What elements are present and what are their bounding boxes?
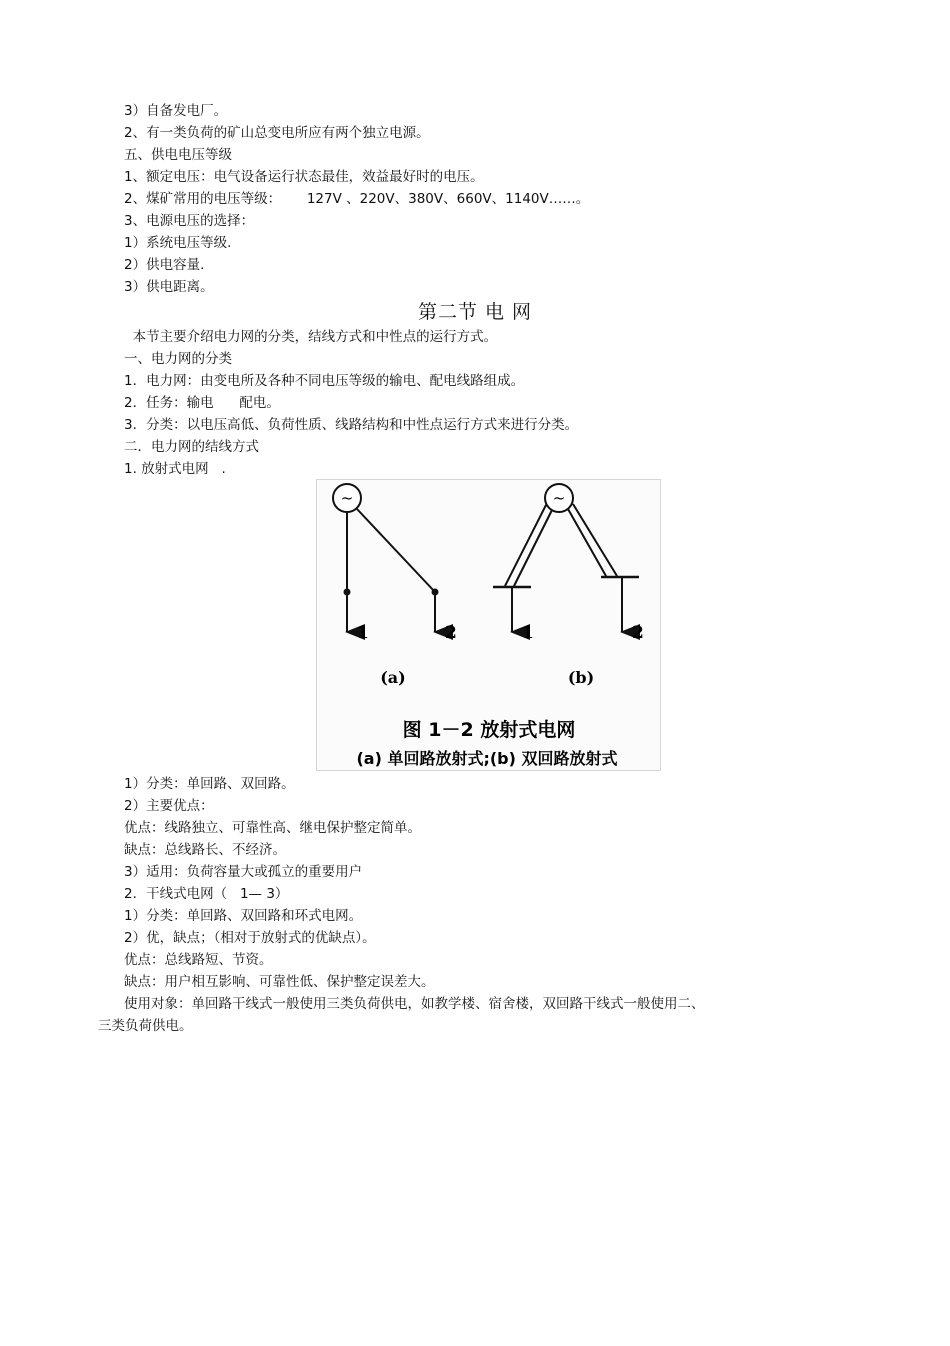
text-line: 使用对象：单回路干线式一般使用三类负荷供电，如教学楼、宿舍楼，双回路干线式一般使用二、 [124,996,705,1012]
text-line: 1. 放射式电网 . [124,461,226,477]
load-2-label: 2 [445,623,457,643]
load-1-label: 1 [357,623,369,643]
source-symbol: ~ [340,489,354,507]
section-heading: 二．电力网的结线方式 [124,439,259,455]
label-a: (a) [380,668,406,687]
text-line: 3．分类：以电压高低、负荷性质、线路结构和中性点运行方式来进行分类。 [124,417,579,433]
text-line: 2）优，缺点；（相对于放射式的优缺点）。 [124,930,376,946]
radial-network-diagram [317,480,660,770]
section-heading: 五、供电电压等级 [124,147,232,163]
source-symbol: ~ [552,489,566,507]
text-line: 1）分类：单回路、双回路。 [124,776,295,792]
text-line: 三类负荷供电。 [98,1018,193,1034]
figure-subcaption: (a) 单回路放射式;(b) 双回路放射式 [356,749,618,768]
load-1-label: 1 [522,623,534,643]
text-line: 缺点：用户相互影响、可靠性低、保护整定误差大。 [124,974,435,990]
text-line: 3）供电距离。 [124,279,214,295]
label-b: (b) [567,668,595,687]
load-2-label: 2 [632,623,644,643]
text-line: 2．任务：输电 配电。 [124,395,280,411]
text-line: 1）系统电压等级. [124,235,232,251]
text-line: 1．电力网：由变电所及各种不同电压等级的输电、配电线路组成。 [124,373,525,389]
section-title: 第二节 电 网 [417,301,533,323]
text-line: 优点：线路独立、可靠性高、继电保护整定简单。 [124,820,421,836]
radial-network-figure [316,479,661,771]
diagram-a [333,484,457,687]
text-line: 2．干线式电网（ 1— 3） [124,886,289,902]
text-line: 缺点：总线路长、不经济。 [124,842,286,858]
section-heading: 一、电力网的分类 [124,351,232,367]
figure-caption: 图 1－2 放射式电网 [402,719,576,741]
text-line: 2）主要优点： [124,798,214,814]
text-line: 1）分类：单回路、双回路和环式电网。 [124,908,363,924]
text-line: 3）适用：负荷容量大或孤立的重要用户 [124,864,363,880]
text-line: 3）自备发电厂。 [124,103,228,119]
diagram-b [493,484,644,687]
text-line: 2、有一类负荷的矿山总变电所应有两个独立电源。 [124,125,430,141]
intro-paragraph: 本节主要介绍电力网的分类，结线方式和中性点的运行方式。 [124,329,498,345]
text-line: 优点：总线路短、节资。 [124,952,273,968]
text-line: 1、额定电压：电气设备运行状态最佳，效益最好时的电压。 [124,169,484,185]
text-line: 2）供电容量. [124,257,205,273]
text-line: 2、煤矿常用的电压等级： 127V 、220V、380V、660V、1140V……。 [124,191,590,207]
text-line: 3、电源电压的选择： [124,213,255,229]
